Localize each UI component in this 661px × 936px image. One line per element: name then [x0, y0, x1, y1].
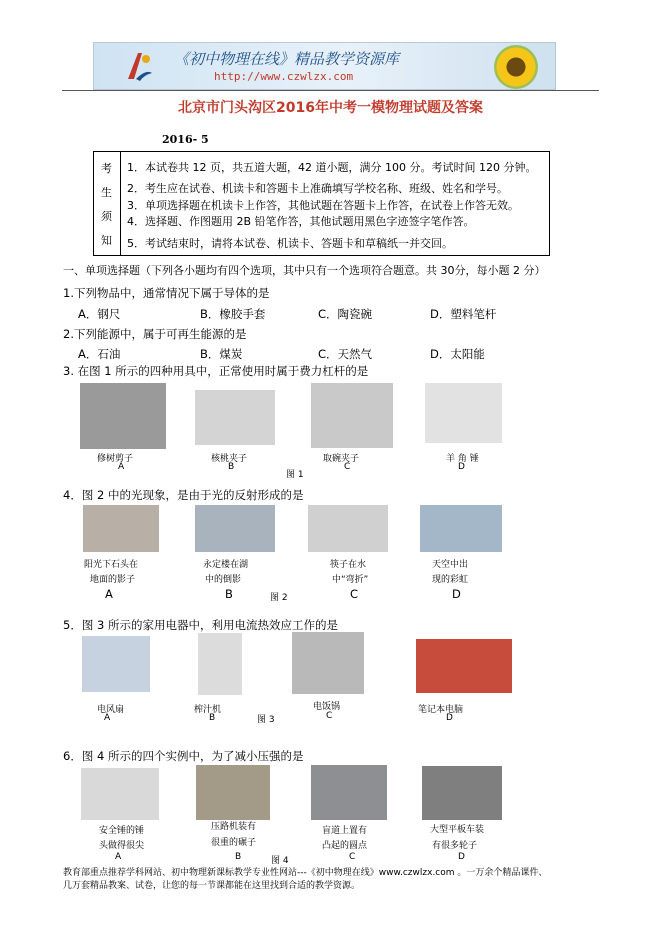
pruning-shears-image [80, 383, 166, 449]
q4-letter-d: D [452, 587, 461, 601]
rainbow-image [420, 505, 502, 552]
notice-line: 4．选择题、作图题用 2B 铅笔作答，其他试题用黑色字迹签字笔作答。 [127, 215, 475, 228]
q4-caption-d-1: 天空中出 [432, 560, 469, 570]
q4-caption-a-2: 地面的影子 [90, 575, 136, 585]
q6-letter-a: A [115, 852, 122, 862]
question-3: 3. 在图 1 所示的四种用具中，正常使用时属于费力杠杆的是 [63, 364, 369, 378]
rice-cooker-image [292, 632, 364, 694]
q6-caption-d-2: 有很多轮子 [432, 841, 478, 851]
q5-letter-a: A [104, 713, 111, 723]
side-char: 生 [101, 186, 112, 199]
q5-letter-d: D [446, 713, 453, 723]
q2-option-b: B．煤炭 [200, 347, 243, 361]
side-char: 知 [101, 234, 112, 247]
juicer-image [198, 633, 242, 695]
bowl-tongs-image [311, 383, 393, 448]
q6-letter-b: B [235, 852, 242, 862]
banner-title: 《初中物理在线》精品教学资源库 [174, 50, 400, 68]
q4-caption-d-2: 现的彩虹 [432, 575, 469, 585]
q6-caption-b-1: 压路机装有 [211, 822, 257, 832]
q3-letter-b: B [228, 462, 235, 472]
notice-line: 2．考生应在试卷、机读卡和答题卡上准确填写学校名称、班级、姓名和学号。 [127, 182, 508, 195]
q5-letter-b: B [209, 713, 216, 723]
question-1: 1.下列物品中，通常情况下属于导体的是 [63, 286, 270, 300]
q1-option-c: C．陶瓷碗 [318, 307, 373, 321]
q1-option-d: D．塑料笔杆 [430, 307, 497, 321]
question-4: 4．图 2 中的光现象，是由于光的反射形成的是 [63, 488, 304, 502]
notice-box [93, 151, 550, 256]
road-roller-image [196, 765, 270, 820]
side-char: 须 [101, 210, 112, 223]
stone-shadow-image [83, 505, 159, 552]
q6-caption-a-2: 头做得很尖 [99, 841, 145, 851]
q3-caption-b: 核桃夹子 [211, 454, 248, 464]
laptop-image [416, 639, 512, 693]
flatbed-truck-image [422, 766, 502, 820]
footer-line-1: 教育部重点推荐学科网站、初中物理新课标教学专业性网站---《初中物理在线》www.czwlzx.com 。一万余个精品课件、 [63, 868, 548, 878]
notice-line: 1．本试卷共 12 页，共五道大题，42 道小题，满分 100 分。考试时间 120 分钟。 [127, 161, 537, 174]
q4-letter-c: C [350, 587, 359, 601]
q4-letter-b: B [225, 587, 233, 601]
q5-caption-d: 笔记本电脑 [418, 705, 464, 715]
q4-caption-b-2: 中的倒影 [205, 575, 242, 585]
q4-caption-c-2: 中“弯折” [332, 575, 369, 585]
q2-option-a: A．石油 [78, 347, 121, 361]
q3-letter-c: C [344, 462, 351, 472]
sunflower-image [494, 45, 538, 89]
page-title: 北京市门头沟区2016年中考一模物理试题及答案 [178, 100, 483, 116]
q6-caption-c-2: 凸起的圆点 [322, 841, 368, 851]
section-heading: 一、单项选择题（下列各小题均有四个选项，其中只有一个选项符合题意。共 30分，每小题 2 分） [63, 264, 546, 277]
q3-caption-c: 取碗夹子 [323, 454, 360, 464]
tactile-paving-image [311, 765, 387, 820]
site-logo-icon [124, 49, 154, 83]
q4-caption-c-1: 筷子在水 [330, 560, 367, 570]
header-rule [62, 90, 599, 91]
question-5: 5．图 3 所示的家用电器中，利用电流热效应工作的是 [63, 618, 338, 632]
q5-letter-c: C [326, 711, 333, 721]
nutcracker-image [195, 390, 275, 445]
side-char: 考 [101, 162, 112, 175]
q3-letter-d: D [458, 462, 465, 472]
q2-option-c: C．天然气 [318, 347, 373, 361]
safety-hammer-image [81, 768, 159, 820]
q4-caption-b-1: 永定楼在湖 [203, 560, 249, 570]
q3-caption-d: 羊 角 锤 [446, 454, 479, 464]
q6-caption-b-2: 很重的碾子 [211, 838, 257, 848]
chopsticks-bowl-image [308, 505, 388, 552]
q6-caption-c-1: 盲道上置有 [322, 826, 368, 836]
figure-1-label: 图 1 [286, 470, 304, 480]
q6-caption-d-1: 大型平板车装 [430, 825, 485, 835]
claw-hammer-image [425, 383, 502, 443]
q5-caption-c: 电饭锅 [313, 702, 341, 712]
q4-letter-a: A [105, 587, 113, 601]
electric-fan-image [82, 636, 150, 692]
q3-letter-a: A [118, 462, 125, 472]
q5-caption-a: 电风扇 [97, 705, 125, 715]
footer-line-2: 几万套精品教案、试卷，让您的每一节课都能在这里找到合适的教学资源。 [63, 881, 361, 891]
q6-letter-d: D [458, 852, 465, 862]
site-banner [93, 42, 556, 90]
q2-option-d: D．太阳能 [430, 347, 485, 361]
banner-url[interactable]: http://www.czwlzx.com [214, 70, 354, 83]
figure-2-label: 图 2 [270, 593, 288, 603]
question-6: 6．图 4 所示的四个实例中，为了减小压强的是 [63, 749, 304, 763]
notice-line: 3．单项选择题在机读卡上作答，其他试题在答题卡上作答，在试卷上作答无效。 [127, 199, 519, 212]
notice-line: 5．考试结束时，请将本试卷、机读卡、答题卡和草稿纸一并交回。 [127, 237, 453, 250]
tower-reflection-image [195, 505, 275, 552]
q1-option-b: B．橡胶手套 [200, 307, 266, 321]
figure-4-label: 图 4 [271, 856, 289, 866]
q1-option-a: A．钢尺 [78, 307, 121, 321]
q3-caption-a: 修树剪子 [97, 454, 134, 464]
figure-3-label: 图 3 [257, 715, 275, 725]
q6-caption-a-1: 安全锤的锤 [99, 826, 145, 836]
q4-caption-a-1: 阳光下石头在 [84, 560, 139, 570]
q5-caption-b: 榨汁机 [194, 705, 222, 715]
question-2: 2.下列能源中，属于可再生能源的是 [63, 327, 247, 341]
notice-side-label [94, 152, 121, 255]
exam-date: 2016- 5 [162, 133, 209, 146]
q6-letter-c: C [349, 852, 356, 862]
